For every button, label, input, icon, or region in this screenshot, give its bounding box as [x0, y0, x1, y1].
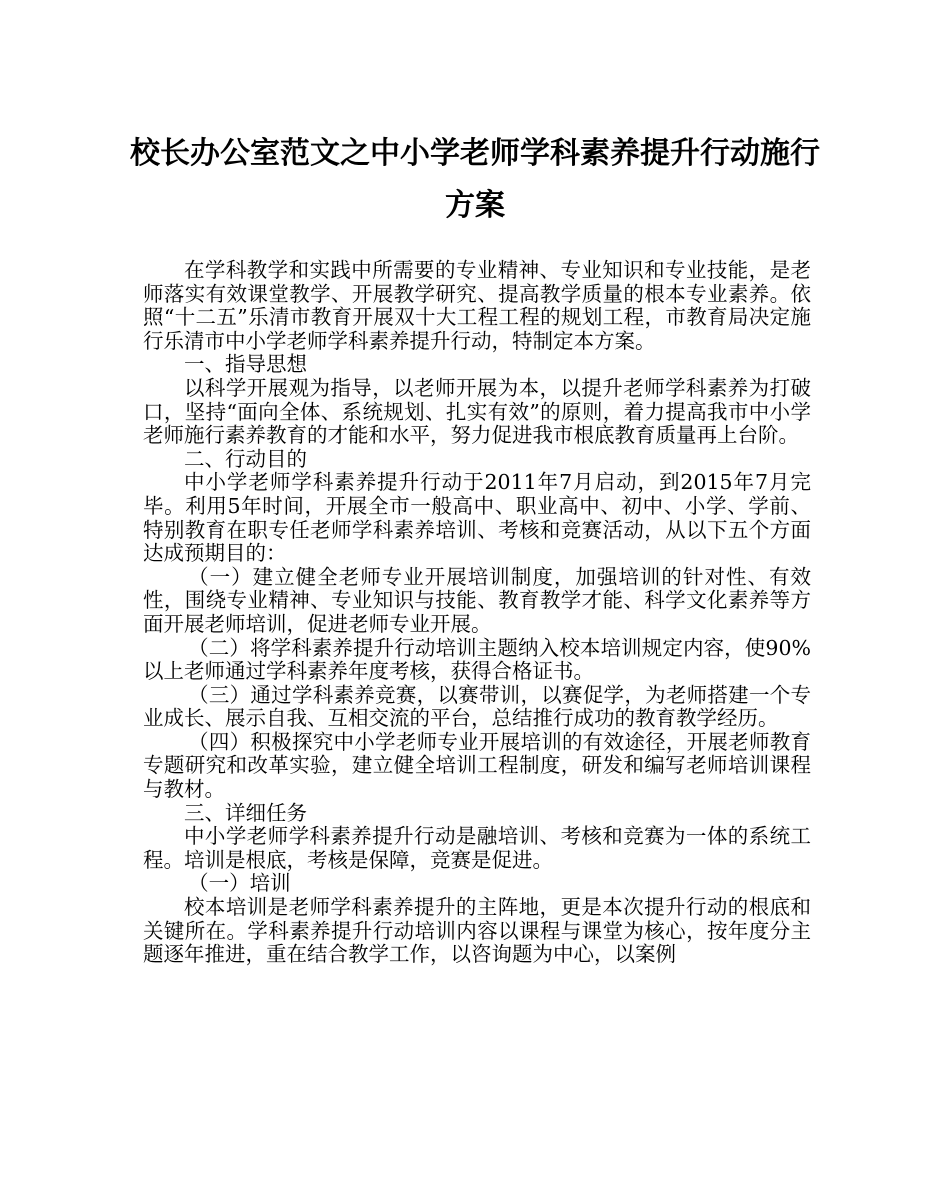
paragraph-intro: 在学科教学和实践中所需要的专业精神、专业知识和专业技能，是老师落实有效课堂教学、开展教学研究、提高教学质量的根本专业素养。依照“十二五”乐清市教育开展双十大工程工程的规划工程，市教育局决定施行乐清市中小学老师学科素养提升行动，特制定本方案。 [143, 258, 811, 353]
paragraph-training: 校本培训是老师学科素养提升的主阵地，更是本次提升行动的根底和关键所在。学科素养提升行动培训内容以课程与课堂为核心，按年度分主题逐年推进，重在结合教学工作，以咨询题为中心，以案例 [143, 895, 811, 967]
paragraph-guiding-ideology: 以科学开展观为指导，以老师开展为本，以提升老师学科素养为打破口，坚持“面向全体、系统规划、扎实有效”的原则，着力提高我市中小学老师施行素养教育的才能和水平，努力促进我市根底教育质量再上台阶。 [143, 375, 811, 448]
paragraph-goal-3: （三）通过学科素养竞赛，以赛带训，以赛促学，为老师搭建一个专业成长、展示自我、互相交流的平台，总结推行成功的教育教学经历。 [143, 682, 811, 731]
paragraph-goal-1: （一）建立健全老师专业开展培训制度，加强培训的针对性、有效性，围绕专业精神、专业知识与技能、教育教学才能、科学文化素养等方面开展老师培训，促进老师专业开展。 [143, 564, 811, 636]
section-heading-specific-tasks: 三、详细任务 [184, 800, 307, 825]
document-body [143, 259, 811, 967]
paragraph-specific-tasks: 中小学老师学科素养提升行动是融培训、考核和竞赛为一体的系统工程。培训是根底，考核是保障，竞赛是促进。 [143, 824, 811, 872]
section-heading-action-goals: 二、行动目的 [184, 446, 307, 471]
paragraph-goal-2: （二）将学科素养提升行动培训主题纳入校本培训规定内容，使90%以上老师通过学科素养年度考核，获得合格证书。 [143, 635, 811, 684]
paragraph-action-goals: 中小学老师学科素养提升行动于2011年7月启动，到2015年7月完毕。利用5年时间，开展全市一般高中、职业高中、初中、小学、学前、特别教育在职专任老师学科素养培训、考核和竞赛活动，从以下五个方面达成预期目的： [143, 470, 811, 566]
paragraph-goal-4: （四）积极探究中小学老师专业开展培训的有效途径，开展老师教育专题研究和改革实验，建立健全培训工程制度，研发和编写老师培训课程与教材。 [143, 729, 811, 802]
document-title: 校长办公室范文之中小学老师学科素养提升行动施行方案 [130, 136, 820, 223]
section-heading-guiding-ideology: 一、指导思想 [184, 352, 307, 377]
subsection-heading-training: （一）培训 [188, 871, 291, 896]
